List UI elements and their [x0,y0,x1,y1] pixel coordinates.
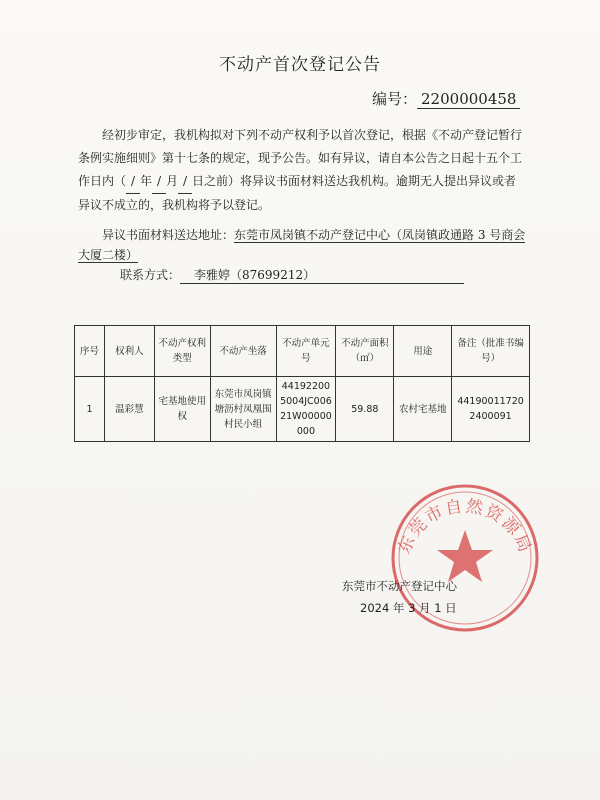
address-label: 异议书面材料送达地址： [102,228,235,242]
contact-label: 联系方式： [120,268,181,282]
contact-value: 李雅婷（87699212） [180,266,464,284]
table-cell: 东莞市凤岗镇塘沥村凤凰围村民小组 [210,377,276,442]
serial-value: 2200000458 [417,90,520,109]
notice-body [78,124,528,217]
table-cell: 农村宅基地 [394,377,452,442]
objection-address [78,225,528,265]
table-header-row [75,326,530,377]
seal-text: 东莞市自然资源局 [394,496,536,557]
table-header-cell: 权利人 [104,326,154,377]
issuer-name: 东莞市不动产登记中心 [342,579,457,593]
notice-title: 不动产首次登记公告 [219,55,381,75]
table-cell: 59.88 [336,377,394,442]
table-cell: 441900117202400091 [452,377,530,442]
property-table [74,325,530,442]
table-header-cell: 不动产面积（㎡） [336,326,394,377]
issue-date: 2024 年 3 月 1 日 [360,601,457,615]
contact-info [120,266,464,284]
deadline-day-blank: / [178,170,192,194]
address-value: 东莞市凤岗镇不动产登记中心（凤岗镇政通路 3 号商会大厦二楼） [78,228,526,262]
table-header-cell: 备注（批准书编号） [452,326,530,377]
table-cell: 441922005004JC00621W00000000 [276,377,336,442]
table-header-cell: 序号 [75,326,105,377]
table-header-cell: 用途 [394,326,452,377]
deadline-year-blank: / [126,170,140,194]
deadline-month-blank: / [152,170,166,194]
table-header-cell: 不动产坐落 [210,326,276,377]
table-cell: 1 [75,377,105,442]
serial-number [372,88,520,109]
objection-paragraph: 经初步审定，我机构拟对下列不动产权利予以首次登记，根据《不动产登记暂行条例实施细则》第十七条的规定，现予公告。如有异议，请自本公告之日起十五个工作日内（ / 年 / 月 / 日之前）将异议书面材料送达我机构。逾期无人提出异议或者异议不成立的，我机构将予以登记。 [78,128,523,212]
table-cell: 温彩慧 [104,377,154,442]
table-row [75,377,530,442]
table-header-cell: 不动产单元号 [276,326,336,377]
table-cell: 宅基地使用权 [154,377,210,442]
serial-label: 编号： [372,90,418,108]
table-header-cell: 不动产权利类型 [154,326,210,377]
